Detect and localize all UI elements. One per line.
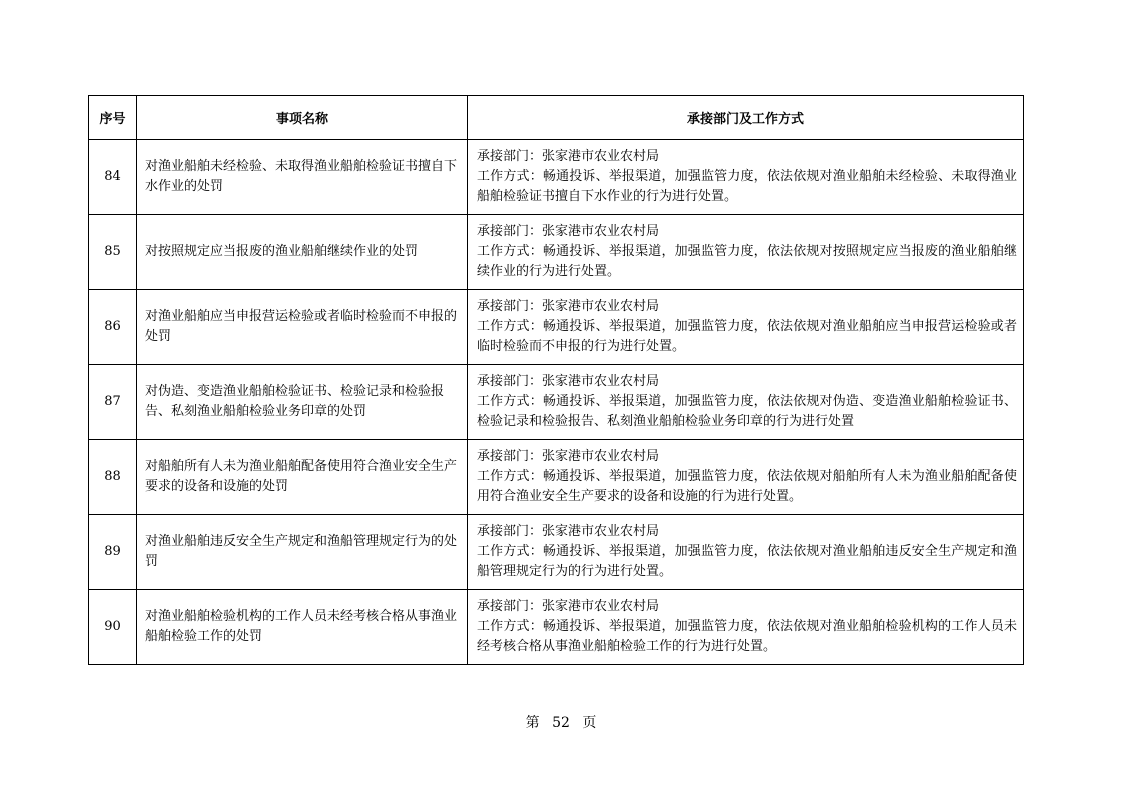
table-header-row (89, 96, 1024, 140)
table-row (89, 515, 1024, 590)
row-work-method: 工作方式：畅通投诉、举报渠道，加强监管力度，依法依规对渔业船舶未经检验、未取得渔业船舶检验证书擅自下水作业的行为进行处置。 (477, 169, 1017, 204)
row-work-method: 工作方式：畅通投诉、举报渠道，加强监管力度，依法依规对渔业船舶检验机构的工作人员未经考核合格从事渔业船舶检验工作的行为进行处置。 (477, 619, 1017, 654)
row-serial-number: 87 (89, 365, 137, 440)
items-table (88, 95, 1024, 665)
row-department: 承接部门：张家港市农业农村局 (477, 599, 660, 614)
row-work-method: 工作方式：畅通投诉、举报渠道，加强监管力度，依法依规对按照规定应当报废的渔业船舶继续作业的行为进行处置。 (477, 244, 1017, 279)
row-serial-number: 89 (89, 515, 137, 590)
row-item-name: 对渔业船舶违反安全生产规定和渔船管理规定行为的处罚 (137, 515, 468, 590)
row-serial-number: 84 (89, 140, 137, 215)
row-item-name: 对按照规定应当报废的渔业船舶继续作业的处罚 (137, 215, 468, 290)
row-item-name: 对伪造、变造渔业船舶检验证书、检验记录和检验报告、私刻渔业船舶检验业务印章的处罚 (137, 365, 468, 440)
page-suffix: 页 (582, 715, 597, 731)
row-department: 承接部门：张家港市农业农村局 (477, 299, 660, 314)
row-department: 承接部门：张家港市农业农村局 (477, 524, 660, 539)
row-item-name: 对船舶所有人未为渔业船舶配备使用符合渔业安全生产要求的设备和设施的处罚 (137, 440, 468, 515)
header-serial-number: 序号 (89, 96, 137, 140)
row-work-method: 工作方式：畅通投诉、举报渠道，加强监管力度，依法依规对船舶所有人未为渔业船舶配备使用符合渔业安全生产要求的设备和设施的行为进行处置。 (477, 469, 1017, 504)
row-department: 承接部门：张家港市农业农村局 (477, 149, 660, 164)
page-number-footer (0, 712, 1122, 732)
row-serial-number: 90 (89, 590, 137, 665)
row-department-method (468, 290, 1024, 365)
header-department-method: 承接部门及工作方式 (468, 96, 1024, 140)
row-serial-number: 85 (89, 215, 137, 290)
table-row (89, 440, 1024, 515)
header-item-name: 事项名称 (137, 96, 468, 140)
table-row (89, 590, 1024, 665)
row-item-name: 对渔业船舶检验机构的工作人员未经考核合格从事渔业船舶检验工作的处罚 (137, 590, 468, 665)
row-work-method: 工作方式：畅通投诉、举报渠道，加强监管力度，依法依规对渔业船舶违反安全生产规定和渔船管理规定行为的行为进行处置。 (477, 544, 1017, 579)
row-serial-number: 86 (89, 290, 137, 365)
row-department-method (468, 365, 1024, 440)
row-item-name: 对渔业船舶未经检验、未取得渔业船舶检验证书擅自下水作业的处罚 (137, 140, 468, 215)
table-row (89, 215, 1024, 290)
row-department-method (468, 215, 1024, 290)
row-department-method (468, 515, 1024, 590)
row-work-method: 工作方式：畅通投诉、举报渠道，加强监管力度，依法依规对渔业船舶应当申报营运检验或者临时检验而不申报的行为进行处置。 (477, 319, 1017, 354)
row-work-method: 工作方式：畅通投诉、举报渠道，加强监管力度，依法依规对伪造、变造渔业船舶检验证书、检验记录和检验报告、私刻渔业船舶检验业务印章的行为进行处置 (477, 394, 1017, 429)
row-department: 承接部门：张家港市农业农村局 (477, 449, 660, 464)
row-department-method (468, 590, 1024, 665)
page-prefix: 第 (525, 715, 540, 731)
row-department: 承接部门：张家港市农业农村局 (477, 374, 660, 389)
row-department-method (468, 140, 1024, 215)
row-serial-number: 88 (89, 440, 137, 515)
table-row (89, 290, 1024, 365)
row-department-method (468, 440, 1024, 515)
table-row (89, 365, 1024, 440)
row-item-name: 对渔业船舶应当申报营运检验或者临时检验而不申报的处罚 (137, 290, 468, 365)
page-number: 52 (552, 715, 570, 731)
row-department: 承接部门：张家港市农业农村局 (477, 224, 660, 239)
table-row (89, 140, 1024, 215)
